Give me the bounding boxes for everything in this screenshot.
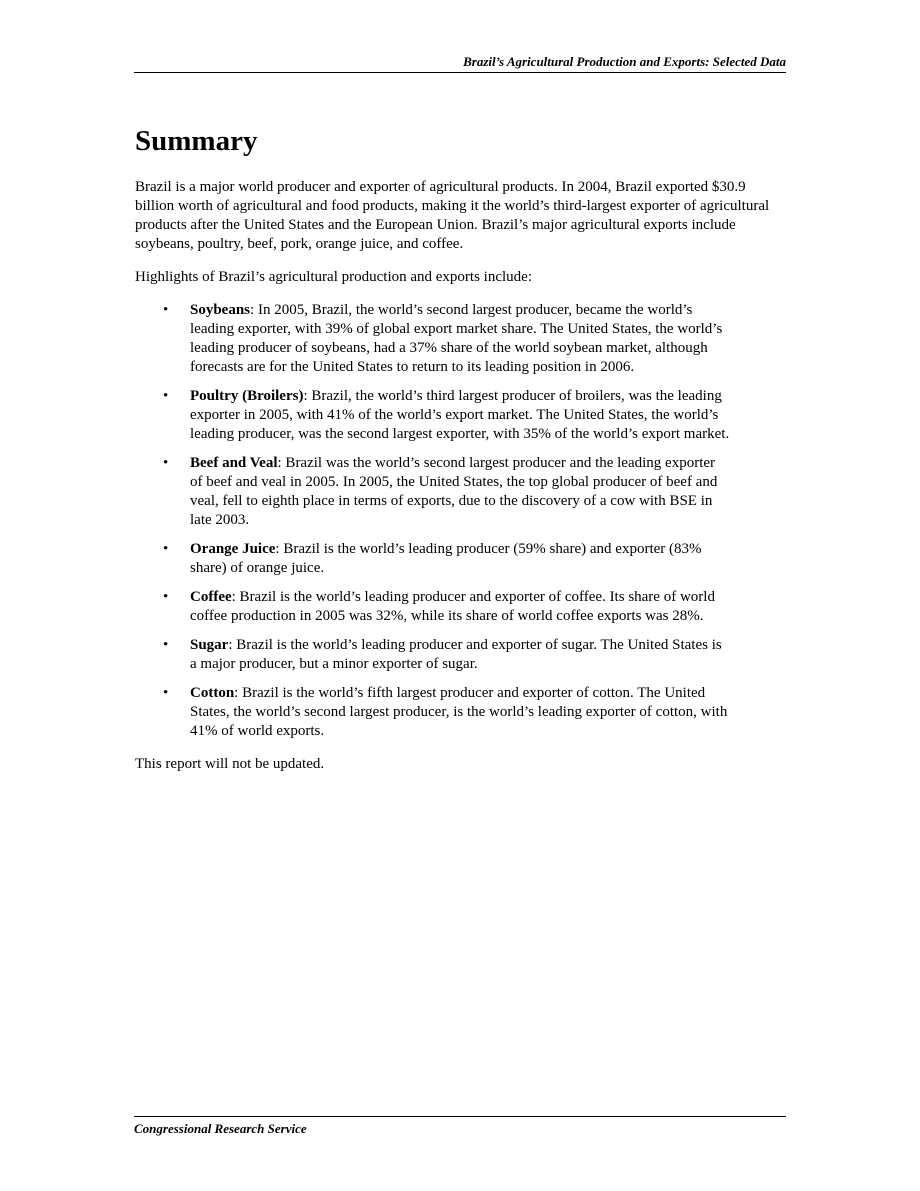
bullet-term: Coffee — [190, 589, 232, 605]
closing-note: This report will not be updated. — [135, 756, 325, 772]
bullet-text: : Brazil is the world’s leading producer and exporter of coffee. Its share of world coffee production in 2005 was 32%, while its share of world coffee exports was 28%. — [190, 589, 715, 624]
bullet-text: : In 2005, Brazil, the world’s second largest producer, became the world’s leading exporter, with 39% of global export market share. The United States, the world’s leading producer of soybeans, had a 37% share of the world soybean market, although forecasts are for the United States to return to its leading position in 2006. — [190, 302, 723, 375]
bullet-icon: • — [163, 541, 169, 557]
highlights-list — [135, 301, 785, 741]
bullet-term: Sugar — [190, 637, 229, 653]
bullet-text: : Brazil, the world’s third largest producer of broilers, was the leading exporter in 2005, with 41% of the world’s export market. The United States, the world’s leading producer, was the second largest exporter, with 35% of the world’s export market. — [190, 388, 730, 442]
bullet-icon: • — [163, 302, 169, 318]
highlights-lead: Highlights of Brazil’s agricultural production and exports include: — [135, 269, 532, 285]
bullet-icon: • — [163, 685, 169, 701]
list-item — [135, 684, 785, 741]
bullet-text: : Brazil was the world’s second largest producer and the leading exporter of beef and veal in 2005. In 2005, the United States, the top global producer of beef and veal, fell to eighth place in terms of exports, due to the discovery of a cow with BSE in late 2003. — [190, 455, 718, 528]
list-item — [135, 588, 785, 626]
bullet-term: Beef and Veal — [190, 455, 278, 471]
list-item — [135, 636, 785, 674]
list-item — [135, 454, 785, 530]
running-footer: Congressional Research Service — [134, 1116, 786, 1137]
bullet-icon: • — [163, 637, 169, 653]
bullet-term: Cotton — [190, 685, 235, 701]
list-item — [135, 387, 785, 444]
bullet-icon: • — [163, 455, 169, 471]
bullet-icon: • — [163, 589, 169, 605]
bullet-term: Soybeans — [190, 302, 251, 318]
page-title: Summary — [135, 125, 258, 157]
summary-section — [135, 124, 785, 788]
bullet-text: : Brazil is the world’s leading producer (59% share) and exporter (83% share) of orange juice. — [190, 541, 702, 576]
bullet-term: Orange Juice — [190, 541, 276, 557]
bullet-text: : Brazil is the world’s fifth largest producer and exporter of cotton. The United States, the world’s second largest producer, is the world’s leading exporter of cotton, with 41% of world exports. — [190, 685, 728, 739]
list-item — [135, 301, 785, 377]
bullet-text: : Brazil is the world’s leading producer and exporter of sugar. The United States is a major producer, but a minor exporter of sugar. — [190, 637, 722, 672]
bullet-icon: • — [163, 388, 169, 404]
intro-paragraph: Brazil is a major world producer and exporter of agricultural products. In 2004, Brazil exported $30.9 billion worth of agricultural and food products, making it the world’s third-largest exporter of agricultural products after the United States and the European Union. Brazil’s major agricultural exports include soybeans, poultry, beef, pork, orange juice, and coffee. — [135, 179, 770, 252]
list-item — [135, 540, 785, 578]
bullet-term: Poultry (Broilers) — [190, 388, 304, 404]
running-header: Brazil’s Agricultural Production and Exports: Selected Data — [134, 54, 786, 73]
